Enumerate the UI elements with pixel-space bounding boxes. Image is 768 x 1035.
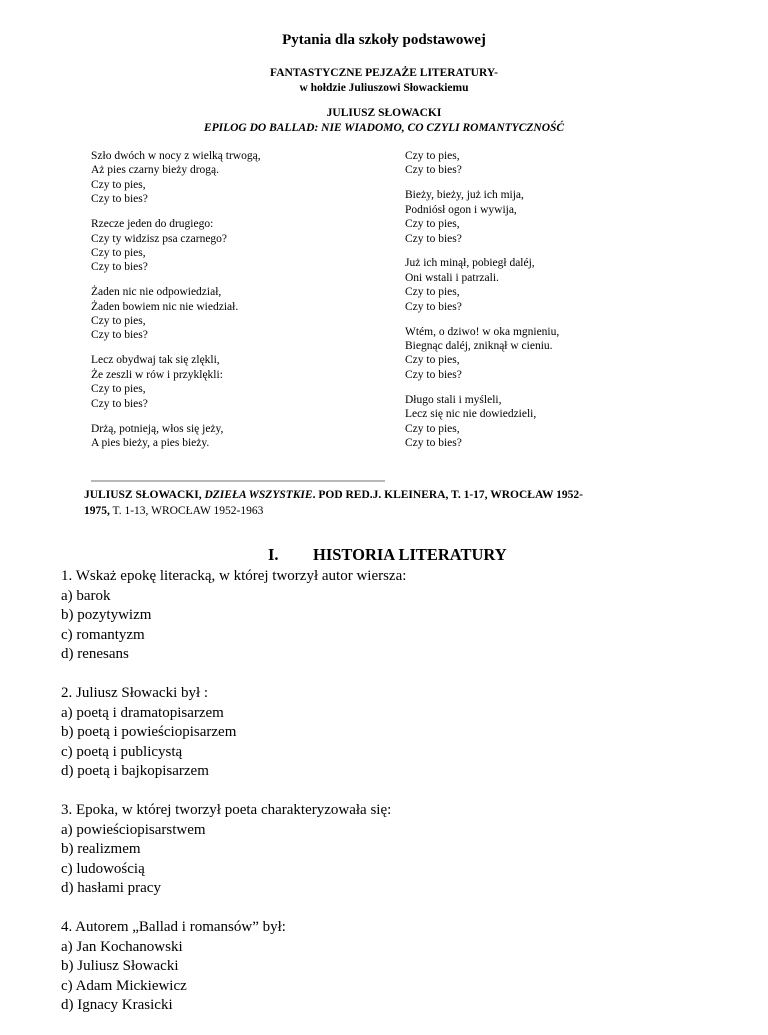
answer-option: d) hasłami pracy <box>61 880 161 896</box>
poem-line: Czy to bies? <box>91 193 148 206</box>
poem-line: Długo stali i myśleli, <box>405 393 502 406</box>
subtitle-line-2: w hołdzie Juliuszowi Słowackiemu <box>299 82 469 94</box>
poem-line: Czy to bies? <box>91 261 148 274</box>
poem-line: Czy to pies, <box>405 286 460 299</box>
poem-line: A pies bieży, a pies bieży. <box>91 436 210 449</box>
poem-line: Czy to pies, <box>91 383 146 396</box>
poem-line: Czy to pies, <box>91 246 146 259</box>
answer-option: c) poetą i publicystą <box>61 743 183 760</box>
footnote-volumes: T. 1-13, WROCŁAW 1952-1963 <box>109 504 264 517</box>
poem-line: Bieży, bieży, już ich mija, <box>405 189 524 202</box>
answer-option: a) powieściopisarstwem <box>61 821 206 838</box>
question <box>61 684 741 782</box>
answer-option: d) Ignacy Krasicki <box>61 997 173 1013</box>
poem-stanza <box>405 325 705 383</box>
poem-line: Oni wstali i patrzali. <box>405 271 499 284</box>
poem-line: Czy to pies, <box>405 354 460 367</box>
poem-stanza <box>405 256 705 314</box>
poem-stanza <box>91 285 391 343</box>
poem-line: Czy to pies, <box>405 218 460 231</box>
answer-option: d) renesans <box>61 646 129 662</box>
poem-line: Biegnąc daléj, zniknął w cieniu. <box>405 339 553 352</box>
section-number: I. <box>268 545 279 564</box>
poem-stanza <box>405 188 705 246</box>
answer-option: b) poetą i powieściopisarzem <box>61 724 237 740</box>
poem-line: Już ich minął, pobiegł daléj, <box>405 257 535 270</box>
answer-option: a) barok <box>61 587 111 604</box>
poem-line: Czy to pies, <box>91 178 146 191</box>
question-prompt: 4. Autorem „Ballad i romansów” był: <box>61 919 286 935</box>
answer-option: a) Jan Kochanowski <box>61 938 183 955</box>
poem-stanza <box>405 149 705 178</box>
poem-line: Że zeszli w rów i przyklękli: <box>91 368 223 381</box>
poem-stanza <box>91 422 391 451</box>
answer-option: b) Juliusz Słowacki <box>61 958 179 974</box>
poem-line: Czy to bies? <box>91 329 148 342</box>
poem-line: Czy to pies, <box>405 422 460 435</box>
poem-line: Czy to pies, <box>91 315 146 328</box>
poem-line: Żaden nic nie odpowiedział, <box>91 286 222 299</box>
answer-option: a) poetą i dramatopisarzem <box>61 704 224 721</box>
poem-line: Czy to bies? <box>405 300 462 313</box>
poem-column-right <box>405 149 705 461</box>
answer-option: c) ludowością <box>61 860 145 877</box>
poem-line: Aż pies czarny bieży drogą. <box>91 164 220 177</box>
poem-author: JULIUSZ SŁOWACKI <box>326 107 442 119</box>
footnote <box>84 488 684 519</box>
poem-line: Żaden bowiem nic nie wiedział. <box>91 300 239 313</box>
poem-line: Drżą, potnieją, włos się jeży, <box>91 422 224 435</box>
footnote-year: 1975, <box>84 504 110 517</box>
poem-column-left <box>91 149 391 461</box>
poem-line: Podniósł ogon i wywija, <box>405 203 517 216</box>
answer-option: b) realizmem <box>61 841 141 857</box>
question <box>61 567 741 665</box>
poem-line: Lecz obydwaj tak się zlękli, <box>91 354 220 367</box>
poem-line: Rzecze jeden do drugiego: <box>91 218 214 231</box>
answer-option: b) pozytywizm <box>61 607 152 623</box>
document-title: Pytania dla szkoły podstawowej <box>282 32 486 48</box>
answer-option: d) poetą i bajkopisarzem <box>61 763 209 779</box>
poem-title: EPILOG DO BALLAD: NIE WIADOMO, CO CZYLI ROMANTYCZNOŚĆ <box>203 122 565 134</box>
poem-line: Czy to bies? <box>405 368 462 381</box>
footnote-author: JULIUSZ SŁOWACKI, <box>84 489 205 501</box>
footnote-divider <box>91 480 385 482</box>
question <box>61 918 741 1016</box>
poem-stanza <box>91 217 391 275</box>
poem-stanza <box>91 149 391 207</box>
poem-line: Czy to bies? <box>405 436 462 449</box>
question <box>61 801 741 899</box>
question-prompt: 1. Wskaż epokę literacką, w której tworzył autor wiersza: <box>61 568 407 584</box>
poem-stanza <box>405 393 705 451</box>
question-prompt: 3. Epoka, w której tworzył poeta charakteryzowała się: <box>61 802 392 818</box>
question-prompt: 2. Juliusz Słowacki był : <box>61 685 209 701</box>
poem-line: Czy to bies? <box>405 232 462 245</box>
poem-line: Czy to bies? <box>91 397 148 410</box>
answer-option: c) Adam Mickiewicz <box>61 977 187 994</box>
poem-line: Czy ty widzisz psa czarnego? <box>91 232 228 245</box>
poem-line: Wtém, o dziwo! w oka mgnieniu, <box>405 325 560 338</box>
poem-line: Czy to bies? <box>405 164 462 177</box>
answer-option: c) romantyzm <box>61 626 145 643</box>
poem-stanza <box>91 353 391 411</box>
poem-line: Szło dwóch w nocy z wielką trwogą, <box>91 150 261 162</box>
footnote-editor: . POD RED.J. KLEINERA, T. 1-17, WROCŁAW 1952- <box>312 489 583 501</box>
footnote-work-title: DZIEŁA WSZYSTKIE <box>204 489 313 501</box>
question-list <box>61 567 741 1035</box>
subtitle-line-1: FANTASTYCZNE PEJZAŻE LITERATURY- <box>270 67 498 79</box>
section-name: HISTORIA LITERATURY <box>313 545 507 564</box>
poem-line: Czy to pies, <box>405 150 460 162</box>
poem-line: Lecz się nic nie dowiedzieli, <box>405 408 537 421</box>
